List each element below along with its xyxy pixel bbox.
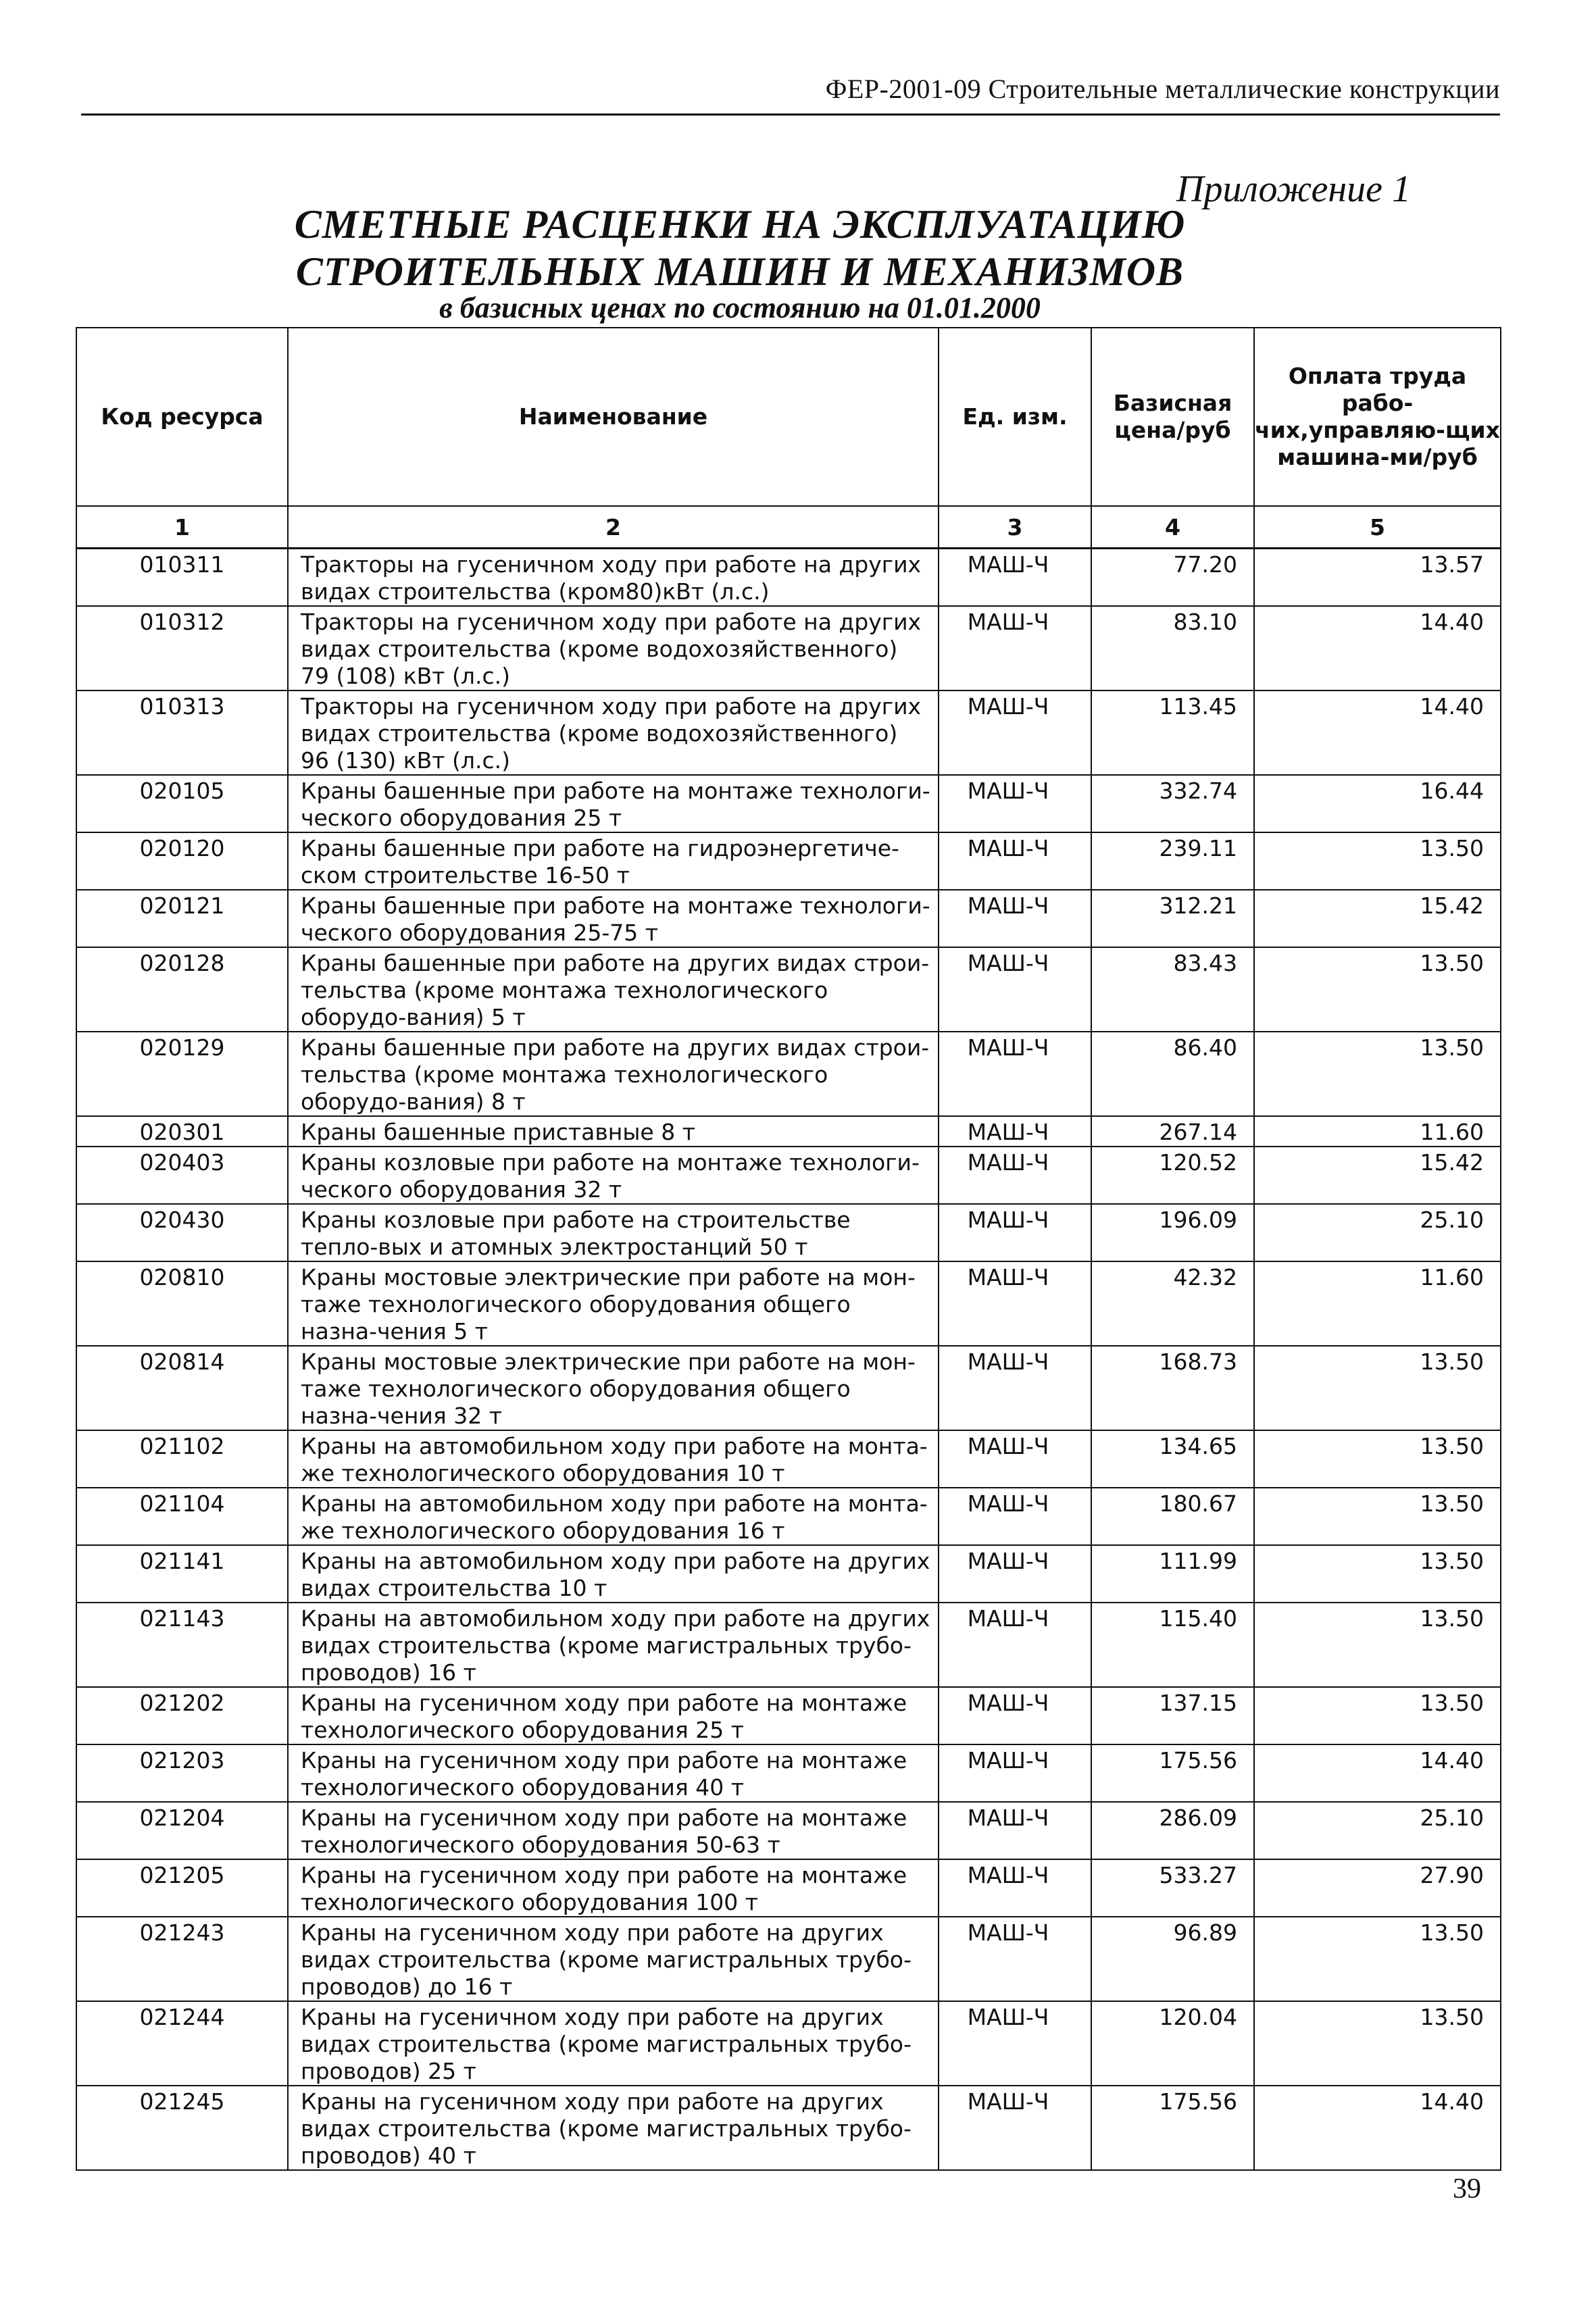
- cell-code: 020129: [76, 1032, 288, 1116]
- header-rule: [81, 114, 1500, 116]
- cell-price: 267.14: [1091, 1116, 1254, 1147]
- cell-unit: МАШ-Ч: [939, 2086, 1091, 2170]
- cell-labor: 16.44: [1254, 775, 1501, 832]
- cell-code: 010313: [76, 690, 288, 775]
- cell-unit: МАШ-Ч: [939, 1744, 1091, 1802]
- cell-labor: 14.40: [1254, 2086, 1501, 2170]
- cell-price: 196.09: [1091, 1204, 1254, 1261]
- cell-code: 021141: [76, 1545, 288, 1603]
- table-row: [76, 775, 1501, 832]
- table-row: [76, 549, 1501, 607]
- cell-price: 120.04: [1091, 2001, 1254, 2086]
- cell-labor: 13.50: [1254, 1488, 1501, 1545]
- cell-code: 020814: [76, 1346, 288, 1430]
- cell-price: 120.52: [1091, 1147, 1254, 1204]
- cell-price: 42.32: [1091, 1261, 1254, 1346]
- cell-code: 021204: [76, 1802, 288, 1859]
- cell-labor: 25.10: [1254, 1802, 1501, 1859]
- cell-labor: 13.50: [1254, 1346, 1501, 1430]
- cell-code: 020128: [76, 947, 288, 1032]
- page-title-line-1: СМЕТНЫЕ РАСЦЕНКИ НА ЭКСПЛУАТАЦИЮ: [294, 202, 1186, 247]
- cell-price: 168.73: [1091, 1346, 1254, 1430]
- page-subtitle: в базисных ценах по состоянию на 01.01.2000: [439, 291, 1041, 324]
- cell-unit: МАШ-Ч: [939, 2001, 1091, 2086]
- cell-unit: МАШ-Ч: [939, 1917, 1091, 2001]
- table-row: [76, 1488, 1501, 1545]
- column-header-unit: Ед. изм.: [939, 328, 1091, 506]
- cell-labor: 13.50: [1254, 832, 1501, 890]
- table-row: [76, 1859, 1501, 1917]
- cell-name: Краны козловые при работе на строительстве тепло-вых и атомных электростанций 50 т: [288, 1204, 939, 1261]
- cell-code: 020120: [76, 832, 288, 890]
- cell-code: 021244: [76, 2001, 288, 2086]
- table-row: [76, 1545, 1501, 1603]
- cell-code: 020430: [76, 1204, 288, 1261]
- cell-code: 020403: [76, 1147, 288, 1204]
- cell-code: 020301: [76, 1116, 288, 1147]
- cell-unit: МАШ-Ч: [939, 1147, 1091, 1204]
- cell-unit: МАШ-Ч: [939, 947, 1091, 1032]
- table-row: [76, 1032, 1501, 1116]
- cell-price: 332.74: [1091, 775, 1254, 832]
- cell-labor: 13.50: [1254, 1687, 1501, 1744]
- column-number: 5: [1254, 506, 1501, 549]
- cell-price: 111.99: [1091, 1545, 1254, 1603]
- table-row: [76, 1917, 1501, 2001]
- cell-labor: 13.50: [1254, 947, 1501, 1032]
- cell-labor: 14.40: [1254, 1744, 1501, 1802]
- cell-unit: МАШ-Ч: [939, 1603, 1091, 1687]
- cell-price: 113.45: [1091, 690, 1254, 775]
- page-title-line-2: СТРОИТЕЛЬНЫХ МАШИН И МЕХАНИЗМОВ: [295, 249, 1184, 294]
- table-row: [76, 832, 1501, 890]
- cell-labor: 13.50: [1254, 2001, 1501, 2086]
- cell-unit: МАШ-Ч: [939, 549, 1091, 607]
- cell-price: 83.43: [1091, 947, 1254, 1032]
- cell-code: 021104: [76, 1488, 288, 1545]
- cell-code: 021102: [76, 1430, 288, 1488]
- cell-name: Краны башенные приставные 8 т: [288, 1116, 939, 1147]
- cell-code: 020810: [76, 1261, 288, 1346]
- cell-labor: 11.60: [1254, 1116, 1501, 1147]
- cell-unit: МАШ-Ч: [939, 832, 1091, 890]
- cell-price: 239.11: [1091, 832, 1254, 890]
- table-row: [76, 690, 1501, 775]
- cell-price: 86.40: [1091, 1032, 1254, 1116]
- cell-labor: 14.40: [1254, 690, 1501, 775]
- column-header-code: Код ресурса: [76, 328, 288, 506]
- table-row: [76, 606, 1501, 690]
- column-number: 2: [288, 506, 939, 549]
- cell-unit: МАШ-Ч: [939, 1204, 1091, 1261]
- cell-price: 312.21: [1091, 890, 1254, 947]
- cell-price: 134.65: [1091, 1430, 1254, 1488]
- table-row: [76, 1346, 1501, 1430]
- cell-name: Краны башенные при работе на других видах строи-тельства (кроме монтажа технологического оборудо-вания) 8 т: [288, 1032, 939, 1116]
- cell-code: 021203: [76, 1744, 288, 1802]
- cell-name: Краны на автомобильном ходу при работе на монта-же технологического оборудования 16 т: [288, 1488, 939, 1545]
- cell-labor: 15.42: [1254, 890, 1501, 947]
- cell-labor: 13.50: [1254, 1545, 1501, 1603]
- cell-name: Краны козловые при работе на монтаже технологи-ческого оборудования 32 т: [288, 1147, 939, 1204]
- cell-unit: МАШ-Ч: [939, 775, 1091, 832]
- column-header-price: Базисная цена/руб: [1091, 328, 1254, 506]
- table-row: [76, 1430, 1501, 1488]
- cell-labor: 13.50: [1254, 1603, 1501, 1687]
- cell-unit: МАШ-Ч: [939, 890, 1091, 947]
- cell-unit: МАШ-Ч: [939, 1346, 1091, 1430]
- table-row: [76, 947, 1501, 1032]
- cell-unit: МАШ-Ч: [939, 1032, 1091, 1116]
- cell-price: 180.67: [1091, 1488, 1254, 1545]
- cell-price: 77.20: [1091, 549, 1254, 607]
- cell-unit: МАШ-Ч: [939, 1116, 1091, 1147]
- table-row: [76, 890, 1501, 947]
- cell-price: 175.56: [1091, 1744, 1254, 1802]
- cell-name: Краны башенные при работе на монтаже технологи-ческого оборудования 25 т: [288, 775, 939, 832]
- cell-labor: 14.40: [1254, 606, 1501, 690]
- table-body: [76, 549, 1501, 2171]
- table-row: [76, 1116, 1501, 1147]
- cell-unit: МАШ-Ч: [939, 1488, 1091, 1545]
- cell-name: Краны башенные при работе на монтаже технологи-ческого оборудования 25-75 т: [288, 890, 939, 947]
- cell-name: Краны на гусеничном ходу при работе на монтаже технологического оборудования 50-63 т: [288, 1802, 939, 1859]
- cell-name: Краны на гусеничном ходу при работе на других видах строительства (кроме магистральных трубо-проводов) 40 т: [288, 2086, 939, 2170]
- column-header-name: Наименование: [288, 328, 939, 506]
- table-row: [76, 2086, 1501, 2170]
- table-row: [76, 1603, 1501, 1687]
- rates-table: [76, 327, 1501, 2171]
- table-row: [76, 1147, 1501, 1204]
- cell-code: 021243: [76, 1917, 288, 2001]
- table-row: [76, 1744, 1501, 1802]
- cell-name: Тракторы на гусеничном ходу при работе на других видах строительства (кроме водохозяйственного) 79 (108) кВт (л.с.): [288, 606, 939, 690]
- cell-labor: 25.10: [1254, 1204, 1501, 1261]
- cell-code: 021245: [76, 2086, 288, 2170]
- cell-code: 010311: [76, 549, 288, 607]
- column-header-labor: Оплата труда рабо-чих,управляю-щих машина-ми/руб: [1254, 328, 1501, 506]
- cell-price: 96.89: [1091, 1917, 1254, 2001]
- cell-code: 021205: [76, 1859, 288, 1917]
- cell-code: 010312: [76, 606, 288, 690]
- cell-name: Краны мостовые электрические при работе на мон-таже технологического оборудования общего назна-чения 5 т: [288, 1261, 939, 1346]
- cell-labor: 27.90: [1254, 1859, 1501, 1917]
- column-number: 1: [76, 506, 288, 549]
- cell-unit: МАШ-Ч: [939, 1859, 1091, 1917]
- running-header: ФЕР-2001-09 Строительные металлические конструкции: [825, 74, 1500, 104]
- cell-price: 137.15: [1091, 1687, 1254, 1744]
- cell-unit: МАШ-Ч: [939, 606, 1091, 690]
- table-row: [76, 2001, 1501, 2086]
- cell-name: Краны на гусеничном ходу при работе на монтаже технологического оборудования 40 т: [288, 1744, 939, 1802]
- cell-name: Краны на автомобильном ходу при работе на других видах строительства 10 т: [288, 1545, 939, 1603]
- table-row: [76, 1204, 1501, 1261]
- cell-unit: МАШ-Ч: [939, 1261, 1091, 1346]
- cell-name: Краны на гусеничном ходу при работе на монтаже технологического оборудования 100 т: [288, 1859, 939, 1917]
- column-number: 3: [939, 506, 1091, 549]
- table-row: [76, 1687, 1501, 1744]
- cell-name: Краны на автомобильном ходу при работе на монта-же технологического оборудования 10 т: [288, 1430, 939, 1488]
- table-row: [76, 1261, 1501, 1346]
- cell-code: 021143: [76, 1603, 288, 1687]
- cell-code: 020105: [76, 775, 288, 832]
- cell-unit: МАШ-Ч: [939, 1430, 1091, 1488]
- cell-code: 020121: [76, 890, 288, 947]
- cell-name: Тракторы на гусеничном ходу при работе на других видах строительства (кроме водохозяйственного) 96 (130) кВт (л.с.): [288, 690, 939, 775]
- cell-unit: МАШ-Ч: [939, 1545, 1091, 1603]
- cell-labor: 13.50: [1254, 1917, 1501, 2001]
- page-number: 39: [1453, 2173, 1481, 2205]
- cell-unit: МАШ-Ч: [939, 690, 1091, 775]
- column-number: 4: [1091, 506, 1254, 549]
- cell-name: Краны мостовые электрические при работе на мон-таже технологического оборудования общего назна-чения 32 т: [288, 1346, 939, 1430]
- cell-name: Тракторы на гусеничном ходу при работе на других видах строительства (кром80)кВт (л.с.): [288, 549, 939, 607]
- cell-price: 175.56: [1091, 2086, 1254, 2170]
- cell-price: 83.10: [1091, 606, 1254, 690]
- cell-name: Краны башенные при работе на гидроэнергетиче-ском строительстве 16-50 т: [288, 832, 939, 890]
- cell-labor: 13.57: [1254, 549, 1501, 607]
- table-row: [76, 1802, 1501, 1859]
- cell-name: Краны на гусеничном ходу при работе на других видах строительства (кроме магистральных трубо-проводов) до 16 т: [288, 1917, 939, 2001]
- cell-name: Краны на гусеничном ходу при работе на других видах строительства (кроме магистральных трубо-проводов) 25 т: [288, 2001, 939, 2086]
- cell-price: 286.09: [1091, 1802, 1254, 1859]
- cell-labor: 13.50: [1254, 1430, 1501, 1488]
- cell-name: Краны на автомобильном ходу при работе на других видах строительства (кроме магистральных трубо-проводов) 16 т: [288, 1603, 939, 1687]
- cell-price: 115.40: [1091, 1603, 1254, 1687]
- cell-code: 021202: [76, 1687, 288, 1744]
- cell-name: Краны башенные при работе на других видах строи-тельства (кроме монтажа технологического оборудо-вания) 5 т: [288, 947, 939, 1032]
- cell-price: 533.27: [1091, 1859, 1254, 1917]
- cell-labor: 13.50: [1254, 1032, 1501, 1116]
- column-number-row: [76, 506, 1501, 549]
- cell-name: Краны на гусеничном ходу при работе на монтаже технологического оборудования 25 т: [288, 1687, 939, 1744]
- cell-unit: МАШ-Ч: [939, 1802, 1091, 1859]
- cell-labor: 11.60: [1254, 1261, 1501, 1346]
- table-header-row: [76, 328, 1501, 506]
- cell-labor: 15.42: [1254, 1147, 1501, 1204]
- cell-unit: МАШ-Ч: [939, 1687, 1091, 1744]
- appendix-label: Приложение 1: [1176, 168, 1411, 210]
